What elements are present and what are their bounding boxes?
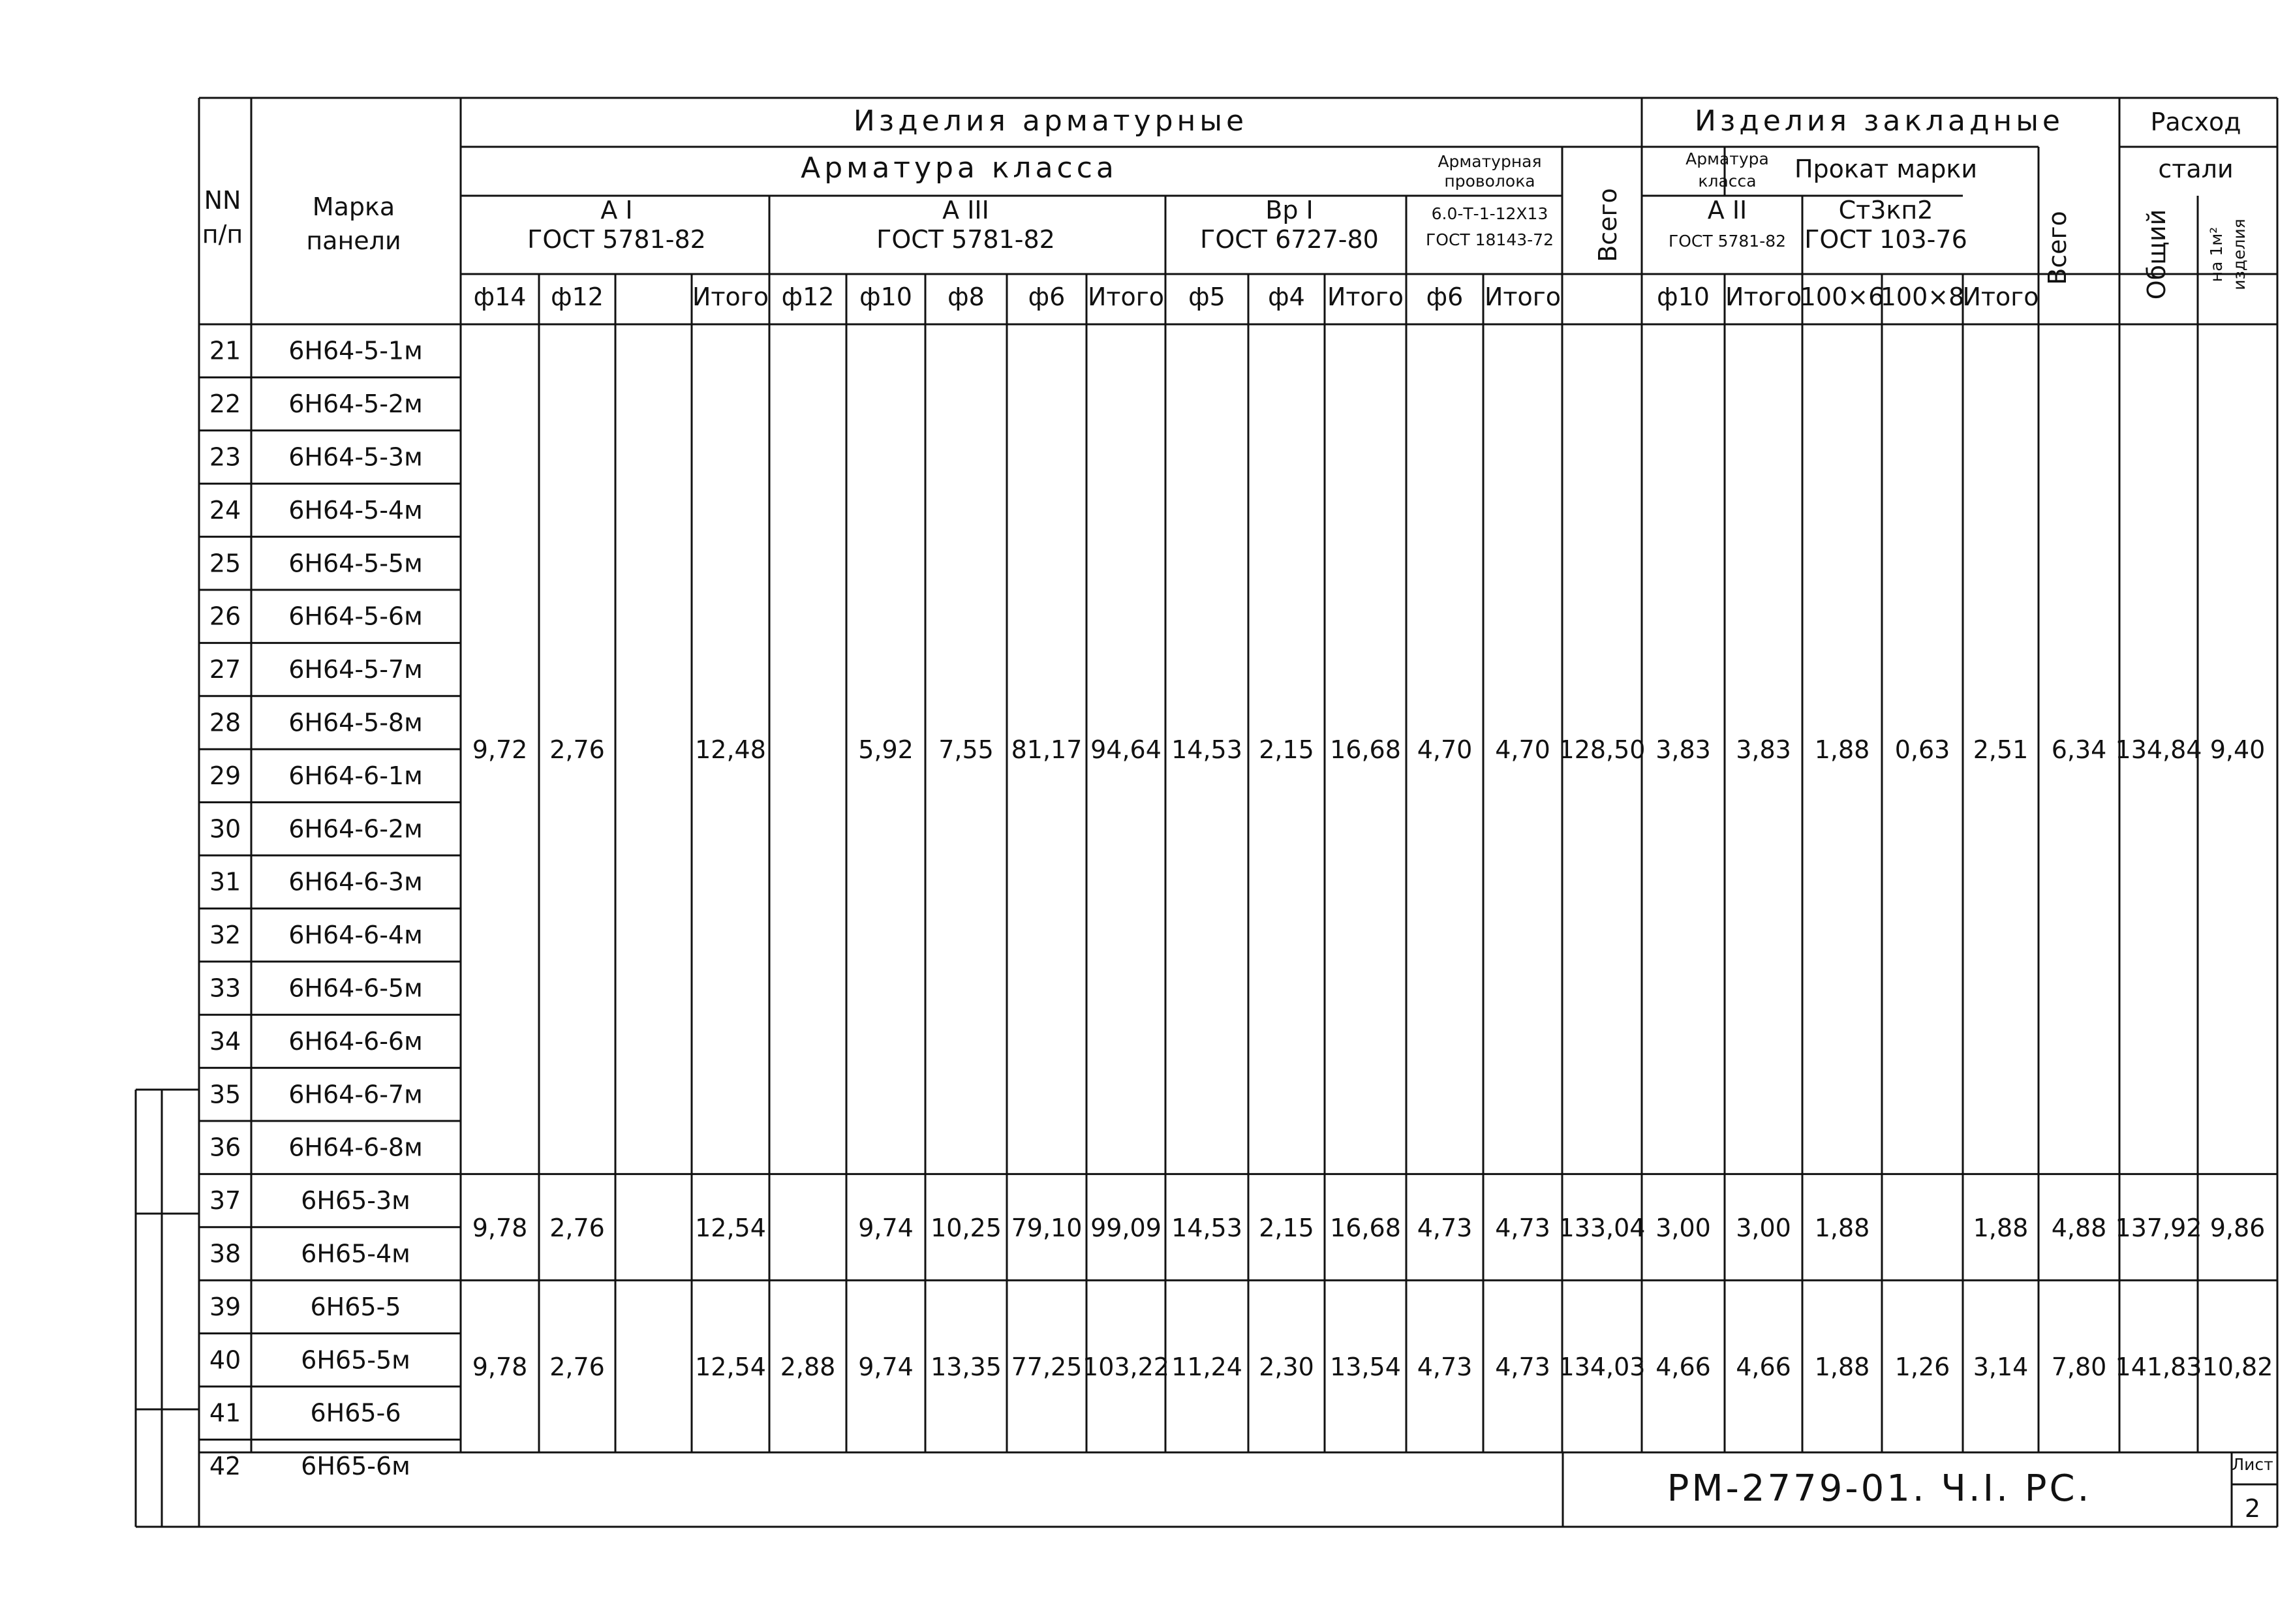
column-headers [474, 283, 2039, 311]
group-value: 2,76 [549, 1213, 605, 1242]
column-header: ф10 [859, 283, 912, 311]
group-value: 0,63 [1894, 735, 1950, 765]
header-rashod: Расход [2150, 108, 2241, 136]
row-number: 34 [209, 1026, 241, 1056]
group-value: 14,53 [1171, 1213, 1242, 1242]
group-value: 1,88 [1814, 735, 1870, 765]
row-mark: 6Н65-5 [310, 1292, 401, 1321]
header-izdeliya-zakladnye: Изделия закладные [1695, 104, 2064, 138]
header-stali: стали [2158, 155, 2234, 183]
row-number: 32 [209, 921, 241, 950]
column-header: ф8 [947, 283, 985, 311]
row-mark: 6Н64-5-3м [288, 442, 423, 472]
group-value: 4,66 [1736, 1353, 1791, 1382]
header-provoloka-3: 6.0-Т-1-12Х13 [1431, 204, 1548, 223]
row-number: 21 [209, 336, 241, 365]
row-mark: 6Н64-5-8м [288, 708, 423, 737]
column-header: ф12 [551, 283, 604, 311]
row-number: 31 [209, 867, 241, 896]
column-header: 100×6 [1800, 283, 1885, 311]
group-value: 7,55 [938, 735, 994, 765]
header-vr1: Вр I [1265, 196, 1314, 224]
group-value: 4,73 [1495, 1353, 1550, 1382]
column-header: ф6 [1028, 283, 1066, 311]
row-mark: 6Н64-6-4м [288, 921, 423, 950]
group-value: 4,73 [1417, 1213, 1473, 1242]
row-mark: 6Н64-6-2м [288, 814, 423, 844]
column-header: ф6 [1426, 283, 1464, 311]
group-value: 134,03 [1558, 1353, 1646, 1382]
column-header: Итого [1725, 283, 1802, 311]
group-value: 103,22 [1083, 1353, 1169, 1382]
header-marka: Марка [312, 192, 395, 221]
row-mark: 6Н64-5-4м [288, 495, 423, 525]
stamp-sheet-label: Лист [2232, 1455, 2273, 1474]
group-value: 4,73 [1495, 1213, 1550, 1242]
group-value: 9,40 [2209, 735, 2266, 765]
row-mark: 6Н64-6-8м [288, 1133, 423, 1162]
row-mark: 6Н64-5-2м [288, 390, 423, 419]
group-value: 9,78 [472, 1353, 528, 1382]
row-mark: 6Н64-6-5м [288, 973, 423, 1003]
row-number: 36 [209, 1133, 241, 1162]
group-value: 2,88 [780, 1353, 836, 1382]
column-header: Итого [1484, 283, 1562, 311]
row-mark: 6Н64-5-1м [288, 336, 423, 365]
header-vsego: Всего [1593, 188, 1622, 262]
group-value: 12,54 [695, 1213, 766, 1242]
header-provoloka-4: ГОСТ 18143-72 [1426, 230, 1554, 249]
header-paneli: панели [306, 226, 401, 255]
row-mark: 6Н65-5м [301, 1345, 410, 1375]
header-prokat-gost: ГОСТ 103-76 [1804, 225, 1967, 254]
value-groups [472, 735, 2273, 1381]
group-value: 5,92 [858, 735, 914, 765]
header-zakl-a2: А II [1707, 196, 1747, 224]
group-value: 2,15 [1259, 1213, 1314, 1242]
header-provoloka-1: Арматурная [1438, 152, 1542, 171]
row-number: 39 [209, 1292, 241, 1321]
group-value: 16,68 [1330, 1213, 1401, 1242]
column-header: Итого [1327, 283, 1404, 311]
group-value: 3,00 [1655, 1213, 1711, 1242]
group-value: 1,88 [1973, 1213, 2029, 1242]
group-value: 13,54 [1330, 1353, 1401, 1382]
header-zakl-a2-gost: ГОСТ 5781-82 [1668, 232, 1787, 251]
header-zakl-armatura: Арматура [1685, 149, 1769, 168]
group-value: 16,68 [1330, 735, 1401, 765]
group-value: 12,54 [695, 1353, 766, 1382]
column-header: ф4 [1268, 283, 1305, 311]
group-value: 10,25 [931, 1213, 1002, 1242]
header-na1m2: на 1м² [2207, 226, 2226, 283]
row-number: 37 [209, 1186, 241, 1216]
header-a3-gost: ГОСТ 5781-82 [876, 225, 1055, 254]
group-value: 9,74 [858, 1213, 914, 1242]
row-mark: 6Н64-5-5м [288, 549, 423, 578]
row-number: 35 [209, 1080, 241, 1109]
group-value: 9,74 [858, 1353, 914, 1382]
header-nn: NN [204, 186, 241, 215]
group-value: 141,83 [2115, 1353, 2202, 1382]
row-number: 33 [209, 973, 241, 1003]
group-value: 10,82 [2202, 1353, 2273, 1382]
row-number: 42 [209, 1452, 241, 1481]
row-number: 29 [209, 761, 241, 790]
group-value: 9,86 [2209, 1213, 2266, 1242]
group-value: 128,50 [1558, 735, 1646, 765]
row-number: 38 [209, 1239, 241, 1268]
row-mark: 6Н64-6-1м [288, 761, 423, 790]
column-header: ф12 [781, 283, 835, 311]
header-obshiy: Общий [2142, 209, 2171, 300]
group-value: 2,51 [1973, 735, 2029, 765]
header-zakl-klassa: класса [1698, 172, 1757, 191]
group-value: 81,17 [1011, 735, 1083, 765]
row-mark: 6Н64-5-6м [288, 602, 423, 631]
group-value: 134,84 [2115, 735, 2202, 765]
group-value: 4,70 [1495, 735, 1550, 765]
stamp-sheet-number: 2 [2244, 1494, 2261, 1523]
group-value: 9,78 [472, 1213, 528, 1242]
group-value: 4,70 [1417, 735, 1473, 765]
row-number: 41 [209, 1398, 241, 1428]
row-number: 27 [209, 655, 241, 684]
row-mark: 6Н64-6-3м [288, 867, 423, 896]
header-prokat-stal: Ст3кп2 [1838, 196, 1933, 224]
group-value: 3,83 [1736, 735, 1791, 765]
row-number: 24 [209, 495, 241, 525]
header-armatura-klassa: Арматура класса [801, 151, 1118, 185]
header-a3: А III [942, 196, 989, 224]
header-prokat: Прокат марки [1794, 155, 1978, 183]
row-mark: 6Н65-6м [301, 1452, 410, 1481]
row-number: 30 [209, 814, 241, 844]
group-value: 94,64 [1090, 735, 1162, 765]
row-number: 40 [209, 1345, 241, 1375]
group-value: 3,83 [1655, 735, 1711, 765]
column-header: ф5 [1188, 283, 1225, 311]
header-zakl-vsego: Всего [2043, 211, 2072, 285]
header-vr1-gost: ГОСТ 6727-80 [1200, 225, 1379, 254]
column-header: ф14 [473, 283, 527, 311]
row-mark: 6Н64-6-7м [288, 1080, 423, 1109]
group-value: 12,48 [695, 735, 766, 765]
group-value: 77,25 [1011, 1353, 1083, 1382]
group-value: 3,14 [1973, 1353, 2029, 1382]
stamp-doc-code: РМ-2779-01. Ч.I. РС. [1667, 1467, 2092, 1510]
row-mark: 6Н65-6 [310, 1398, 401, 1428]
group-value: 1,88 [1814, 1213, 1870, 1242]
header-izdeliya-armaturnye: Изделия арматурные [853, 104, 1248, 138]
group-value: 9,72 [472, 735, 528, 765]
group-value: 2,76 [549, 1353, 605, 1382]
header-a1: А I [600, 196, 633, 224]
row-mark: 6Н65-4м [301, 1239, 410, 1268]
column-header: Итого [1962, 283, 2039, 311]
row-mark: 6Н64-5-7м [288, 655, 423, 684]
row-mark: 6Н64-6-6м [288, 1026, 423, 1056]
group-value: 2,30 [1259, 1353, 1314, 1382]
group-value: 2,15 [1259, 735, 1314, 765]
group-value: 14,53 [1171, 735, 1242, 765]
row-mark: 6Н65-3м [301, 1186, 410, 1216]
row-number: 22 [209, 390, 241, 419]
group-value: 1,88 [1814, 1353, 1870, 1382]
row-number: 25 [209, 549, 241, 578]
group-value: 4,88 [2051, 1213, 2107, 1242]
column-header: ф10 [1657, 283, 1710, 311]
row-number: 26 [209, 602, 241, 631]
header-provoloka-2: проволока [1444, 172, 1535, 191]
column-header: Итого [692, 283, 769, 311]
column-header: Итого [1087, 283, 1165, 311]
row-number: 28 [209, 708, 241, 737]
group-value: 133,04 [1558, 1213, 1646, 1242]
group-value: 1,26 [1894, 1353, 1950, 1382]
row-number: 23 [209, 442, 241, 472]
header-izdeliya: изделия [2230, 219, 2249, 290]
column-header: 100×8 [1880, 283, 1965, 311]
group-value: 79,10 [1011, 1213, 1083, 1242]
group-value: 3,00 [1736, 1213, 1791, 1242]
group-value: 137,92 [2115, 1213, 2202, 1242]
group-value: 4,73 [1417, 1353, 1473, 1382]
group-value: 13,35 [931, 1353, 1002, 1382]
group-value: 11,24 [1171, 1353, 1242, 1382]
header-pp: п/п [202, 220, 243, 249]
group-value: 99,09 [1090, 1213, 1162, 1242]
group-value: 7,80 [2051, 1353, 2107, 1382]
group-value: 6,34 [2051, 735, 2107, 765]
header-a1-gost: ГОСТ 5781-82 [527, 225, 706, 254]
group-value: 2,76 [549, 735, 605, 765]
group-value: 4,66 [1655, 1353, 1711, 1382]
